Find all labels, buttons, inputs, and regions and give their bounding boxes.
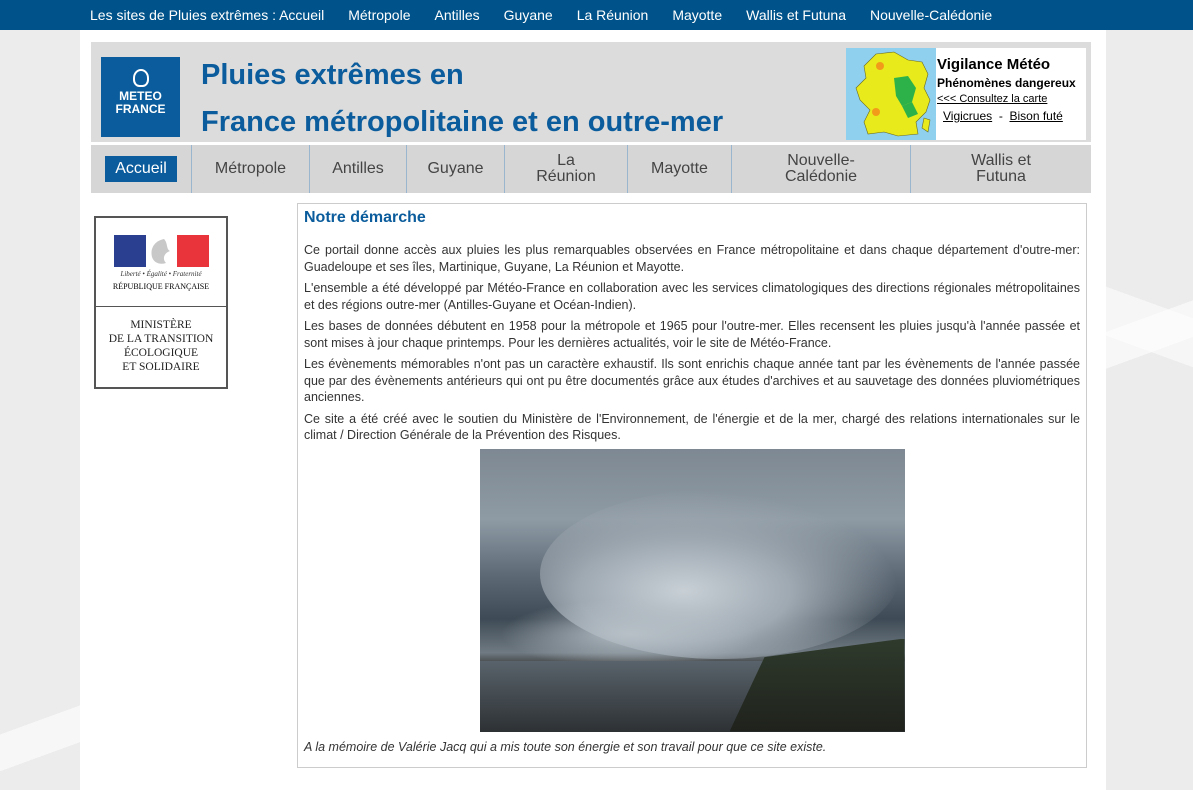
nav-label: Antilles xyxy=(332,160,384,177)
ministry-divider xyxy=(96,306,226,307)
nav-label: Métropole xyxy=(214,160,287,177)
nav-item-nouvelle-caledonie[interactable] xyxy=(732,145,911,193)
nav-label: Wallis et Futuna xyxy=(971,152,1031,185)
nav-label: La Réunion xyxy=(536,152,596,185)
database-paragraph: Les bases de données débutent en 1958 pour la métropole et 1965 pour l'outre-mer. Elles recensent les pluies jusqu'à l'année passée et sont mises à jour chaque printemps. Pour les dernières actualités, voir le site de Météo-France. xyxy=(304,319,1080,350)
events-paragraph: Les évènements mémorables n'ont pas un caractère exhaustif. Ils sont enrichis chaque année tant par les évènements de l'année passée que par des évènements antérieurs qui ont pu être documentés grâce aux études d'archives et au sauvetage des données pluviométriques anciennes. xyxy=(304,357,1080,404)
logo-line1: METEO xyxy=(119,89,162,103)
topbar-link-caledonie[interactable]: Nouvelle-Calédonie xyxy=(869,7,993,23)
nav-label: Accueil xyxy=(105,156,177,182)
bison-fute-link[interactable]: Bison futé xyxy=(1009,109,1063,123)
nav-label: Mayotte xyxy=(651,160,708,177)
vigilance-title: Vigilance Météo xyxy=(937,56,1051,73)
collaboration-paragraph: L'ensemble a été développé par Météo-France en collaboration avec les services climatologiques des directions régionales métropolitaines et des régions outre-mer (Antilles-Guyane et Océan-Indien). xyxy=(304,281,1080,312)
topbar-link-antilles[interactable]: Antilles xyxy=(434,7,480,23)
meteo-france-logo[interactable] xyxy=(101,57,180,137)
ministry-name: MINISTÈRE DE LA TRANSITION ÉCOLOGIQUE ET SOLIDAIRE xyxy=(108,319,214,373)
main-navigation xyxy=(91,145,1091,193)
nav-item-metropole[interactable] xyxy=(192,145,310,193)
storm-photo xyxy=(480,449,905,732)
vigilance-box xyxy=(936,48,1086,140)
topbar-link-guyane[interactable]: Guyane xyxy=(503,7,553,23)
support-paragraph: Ce site a été créé avec le soutien du Ministère de l'Environnement, de l'énergie et de la mer, chargé des relations internationales sur le climat / Direction Générale de la Prévention des Risques. xyxy=(304,411,1080,442)
republic-motto: Liberté • Égalité • Fraternité xyxy=(120,270,202,278)
main-content xyxy=(297,203,1087,768)
top-navigation-bar xyxy=(0,0,1193,30)
site-title-line1: Pluies extrêmes en xyxy=(201,59,464,91)
nav-label: Nouvelle- Calédonie xyxy=(784,152,858,185)
consult-map-link[interactable]: <<< Consultez la carte xyxy=(937,93,1048,105)
vigilance-subtitle: Phénomènes dangereux xyxy=(937,76,1076,90)
topbar-link-mayotte[interactable]: Mayotte xyxy=(672,7,723,23)
france-map-icon xyxy=(846,48,936,140)
site-title xyxy=(201,52,723,146)
republic-name: RÉPUBLIQUE FRANÇAISE xyxy=(112,282,210,291)
nav-label: Guyane xyxy=(427,160,484,177)
nav-item-wallis-futuna[interactable] xyxy=(911,145,1091,193)
photo-cloud-layer xyxy=(500,599,760,669)
site-title-line2: France métropolitaine et en outre-mer xyxy=(201,106,724,138)
intro-paragraph: Ce portail donne accès aux pluies les plus remarquables observées en France métropolitaine et dans chaque département d'outre-mer: Guadeloupe et ses îles, Martinique, Guyane, La Réunion et Mayotte. xyxy=(304,243,1080,274)
nav-item-reunion[interactable] xyxy=(505,145,628,193)
vigicrues-link[interactable]: Vigicrues xyxy=(943,109,993,123)
photo-caption: A la mémoire de Valérie Jacq qui a mis toute son énergie et son travail pour que ce site existe. xyxy=(304,739,827,754)
vigilance-map[interactable] xyxy=(846,48,936,140)
nav-item-guyane[interactable] xyxy=(407,145,505,193)
logo-line2: FRANCE xyxy=(115,102,166,116)
ministry-logo[interactable] xyxy=(94,216,228,389)
marianne-flag-icon xyxy=(114,235,209,267)
section-heading: Notre démarche xyxy=(304,209,426,226)
topbar-link-reunion[interactable]: La Réunion xyxy=(576,7,649,23)
site-header xyxy=(91,42,1091,142)
nav-item-mayotte[interactable] xyxy=(628,145,732,193)
topbar-link-metropole[interactable]: Métropole xyxy=(348,7,411,23)
links-separator: - xyxy=(998,109,1003,123)
topbar-link-wallis[interactable]: Wallis et Futuna xyxy=(746,7,846,23)
nav-item-accueil[interactable] xyxy=(91,145,192,193)
nav-item-antilles[interactable] xyxy=(310,145,407,193)
topbar-link-accueil[interactable]: Les sites de Pluies extrêmes : Accueil xyxy=(90,7,325,23)
meteo-france-emblem-icon xyxy=(133,69,149,87)
vigilance-links xyxy=(937,109,1086,123)
